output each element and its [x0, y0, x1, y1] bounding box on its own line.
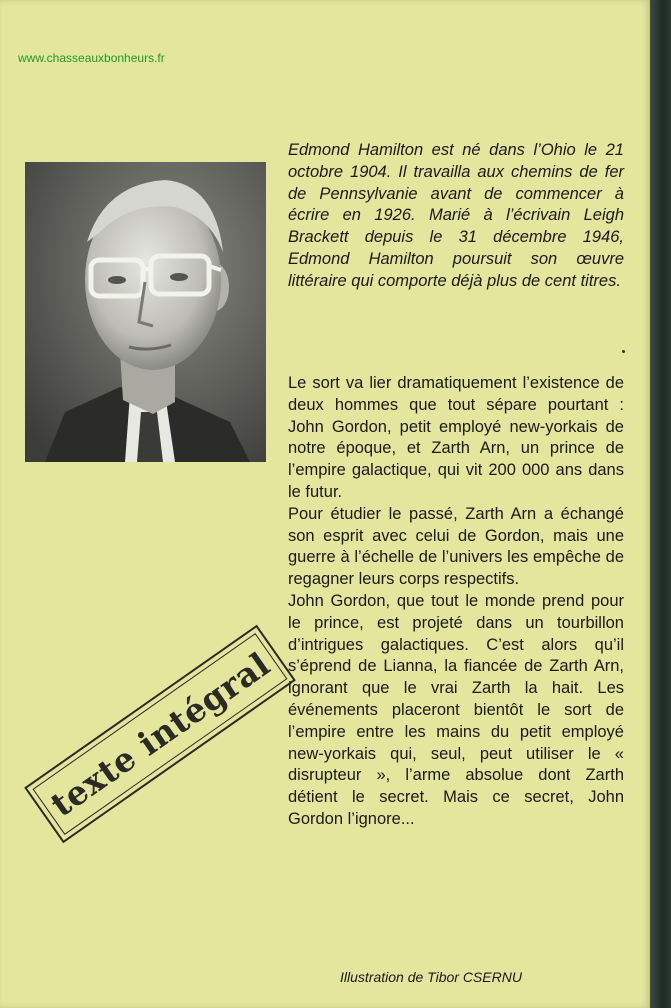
synopsis-paragraph: John Gordon, que tout le monde prend pour le prince, est projeté dans un tourbillon d’intrigues galactiques. C’est alors qu’il s’éprend de Lianna, la fiancée de Zarth Arn, ignorant que le vrai Zarth la hait. Les événements placeront bientôt le sort de l’empire entre les mains du petit employé new-yorkais qui, seul, peut utiliser le « disrupteur », l’arme absolue dont Zarth détient le secret. Mais ce secret, John Gordon l’ignore...: [288, 591, 624, 828]
illustration-credit: Illustration de Tibor CSERNU: [340, 969, 522, 985]
book-edge: [650, 0, 671, 1008]
synopsis-paragraph: Pour étudier le passé, Zarth Arn a échangé son esprit avec celui de Gordon, mais une guerre à l’échelle de l’univers les empêche de regagner leurs corps respectifs.: [288, 504, 624, 589]
synopsis-paragraph: Le sort va lier dramatiquement l’existence de deux hommes que tout sépare pourtant : John Gordon, petit employé new-yorkais de notre époque, et Zarth Arn, un prince de l’empire galactique, qui vit 200 000 ans dans le futur.: [288, 374, 624, 501]
author-bio: Edmond Hamilton est né dans l’Ohio le 21 octobre 1904. Il travailla aux chemins de fer de Pennsylvanie avant de commencer à écrire en 1926. Marié à l’écrivain Leigh Brackett depuis le 31 décembre 1946, Edmond Hamilton poursuit son œuvre littéraire qui comporte déjà plus de cent titres.: [288, 141, 624, 290]
stamp-label: texte intégral: [43, 644, 277, 824]
ink-dot: [622, 350, 625, 353]
author-photo: [25, 162, 266, 462]
texte-integral-stamp: [24, 625, 296, 844]
synopsis: [288, 373, 624, 831]
watermark: www.chasseauxbonheurs.fr: [18, 51, 165, 65]
